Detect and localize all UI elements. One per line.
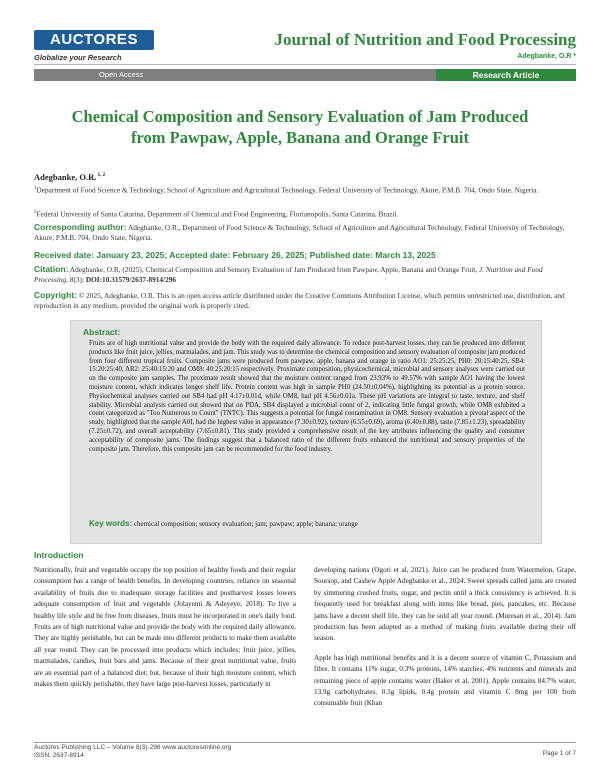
footer-info [34, 744, 231, 760]
article-dates: Received date: January 23, 2025; Accepted date: February 26, 2025; Published date: March 13, 2025 [34, 250, 436, 260]
footer-divider [34, 742, 576, 743]
citation-volume: , 8(3); [66, 275, 86, 284]
intro-paragraph: Apple has high nutritional benefits and it is a decent source of vitamin C, Potassium and fibre. It contains 11% sugar, 0.3% proteins, 14% starches, 4% nutrients and minerals and remaining piece of apple contains water (Baker et al, 2001). Apple contains 84.7% water, 13.9g carbohydrates, 0.3g lipids, 0.4g protein and vitamin C 8mg per 100 from consumable fruit (Khan [314, 653, 576, 708]
corresponding-author [34, 222, 576, 243]
introduction-heading: Introduction [34, 550, 84, 560]
keywords [89, 519, 525, 528]
corresponding-label: Corresponding author: [34, 222, 127, 232]
footer-publisher: Auctores Publishing LLC – Volume 8(3)-296 www.auctoresonline.org [34, 744, 232, 751]
footer-issn: ISSN: 2637-8914 [34, 752, 84, 759]
journal-title: Journal of Nutrition and Food Processing [274, 30, 576, 49]
article-type-label: Research Article [436, 69, 576, 81]
copyright [34, 290, 576, 311]
page-number: Page 1 of 7 [542, 750, 576, 757]
corresponding-text: Adegbanke, O.R., Department of Food Science & Technology, School of Agriculture and Agricultural Technology, Federal University of Technology, Akure, P.M.B. 704, Ondo State, Nigeria. [34, 223, 565, 242]
abstract-heading: Abstract: [83, 327, 121, 337]
author-sup: 1, 2 [96, 173, 106, 179]
keywords-label: Key words: [89, 519, 133, 528]
right-column [314, 565, 576, 710]
running-author: Adegbanke, O.R * [517, 53, 576, 60]
intro-paragraph: developing nations (Ogori et al, 2021). Juice can be produced from Watermelon, Grape, Soursop, and Cashew Apple Adegbanke et al., 2024. Sweet spreads called jams are created by simmering crushed fruits, sugar, and pectin until a thick consistency is achieved. It is frequently used for breakfast along with items like bread, pies, pancakes, etc. Because jams have a decent shelf life, they can be sold all year round. (Muresan et al., 2014). Jam production has been adopted as a method of making fruits available during their off season. [314, 566, 576, 643]
copyright-text: © 2025, Adegbanke, O.R. This is an open access article distributed under the Creative Commons Attribution License, which permits unrestricted use, distribution, and reproduction in any medium, provided the original work is properly cited. [34, 291, 565, 310]
copyright-label: Copyright: [34, 290, 77, 300]
citation-doi-link[interactable]: DOI:10.31579/2637-8914/296 [85, 275, 177, 284]
open-access-label: Open Access [99, 70, 144, 79]
article-title: Chemical Composition and Sensory Evaluation of Jam Produced from Pawpaw, Apple, Banana and Orange Fruit [71, 107, 529, 147]
left-column [34, 565, 296, 690]
citation [34, 264, 576, 285]
author-name [34, 172, 105, 182]
abstract-text: Fruits are of high nutritional value and provide the body with the required daily allowance. To reduce post-harvest losses, they can be produced into different products like fruit juice, jellies, marmalades, and jam. This study was to determine the chemical composition and sensory evaluation of composite jam produced from four different tropical fruits. Composite jams were produced from pawpaw, apple, banana and orange in ratio AO1: 25:25:25, PH0: 20:15:40:25, SB4: 15:20:25:40, AR2: 25:40:15:20 and OM8: 40:25:20:15 respectively. Proximate composition, physicochemical, microbial and sensory analyses were carried out on the composite jam samples. The proximate result showed that the moisture content ranged from 23.93% to 49.57% with sample AO1 having the lowest moisture content, which indicates longer shelf life. Protein content was high in sample PH0 (24.50±0.04%), highlighting its potential as a protein source. Physiochemical analyses carried out SB4 had pH 4.17±0.01d, while OM8, had pH 4.56±0.01a. These pH variations are integral to taste, texture, and shelf stability. Microbial analysis carried out showed that on PDA, SB4 displayed a microbial count of 2, indicating little fungal growth, while OM8 exhibited a count categorized as "Too Numerous to Count" (TNTC). This suggests a potential for fungal contamination in OM8. Sensory evaluation a pivotal aspect of the study, highlighted that the sample A0I, had the highest value in appearance (7.30±0.92), texture (6.55±0.69), aroma (6.40±0.88), taste (7.85±1.23), spreadability (7.25±0.72), and overall acceptability (7.65±0.81). This study provided a comprehensive result of the key attributes influencing the quality and consumer acceptability of composite jams. The findings suggest that a balanced ratio of the different fruits enhanced the nutritional and sensory properties of the composite jam. Therefore, this composite jam can be recommended for the food industry. [89, 340, 525, 453]
affiliation-1: $^1$Department of Food Science & Technology, School of Agriculture and Agricultural Technology, Federal University of Technology, Akure, P.M.B. 704, Ondo State, Nigeria. [34, 185, 539, 195]
keywords-text: chemical composition; sensory evaluation; jam; pawpaw; apple; banana; orange [132, 520, 358, 528]
affiliation-1-text: Department of Food Science & Technology, School of Agriculture and Agricultural Technology, Federal University of Technology, Akure, P.M.B. 704, Ondo State, Nigeria. [36, 185, 539, 195]
affiliation-2-text: Federal University of Santa Catarina, Department of Chemical and Food Engineering, Florianopolis, Santa Catarina, Brazil. [36, 209, 399, 219]
intro-paragraph: Nutritionally, fruit and vegetable occupy the top position of healthy foods and their regular consumption has a range of health benefits. In developing countries, reliance on seasonal availability of fruits due to inadequate storage facilities and postharvest losses lowers adequate consumption of fruit and vegetable (Jolayemi & Adeyeye, 2018). To live a healthy life style and be free from diseases, fruits must be incorporated in one's daily food. Fruits are of high nutritional value and provide the body with the required daily allowance. They are highly perishable, but can be made into different products to make them available all year round. They can be processed into products which includes; fruit juice, jellies, marmalades, candies, fruit bars and jams. Because of their great nutritional value, fruits are an essential part of a balanced diet; but, because of their high moisture content, which makes them quickly perishable, they have large post-harvest losses, particularly in [34, 566, 296, 689]
header-divider [34, 64, 576, 65]
logo-tagline: Globalize your Research [34, 53, 122, 62]
header-band [34, 69, 576, 81]
author-name-text: Adegbanke, O.R. [34, 172, 97, 182]
publisher-logo: AUCTORES [34, 30, 154, 50]
abstract-box [70, 320, 542, 544]
affiliation-2: $^2$Federal University of Santa Catarina, Department of Chemical and Food Engineering, Florianopolis, Santa Catarina, Brazil. [34, 209, 399, 219]
citation-journal: J. Nutrition and Food Processing [34, 265, 543, 284]
citation-label: Citation: [34, 264, 69, 274]
citation-text: Adegbanke, O.R, (2025), Chemical Composition and Sensory Evaluation of Jam Produced from Pawpaw, Apple, Banana and Orange Fruit, [68, 265, 479, 274]
